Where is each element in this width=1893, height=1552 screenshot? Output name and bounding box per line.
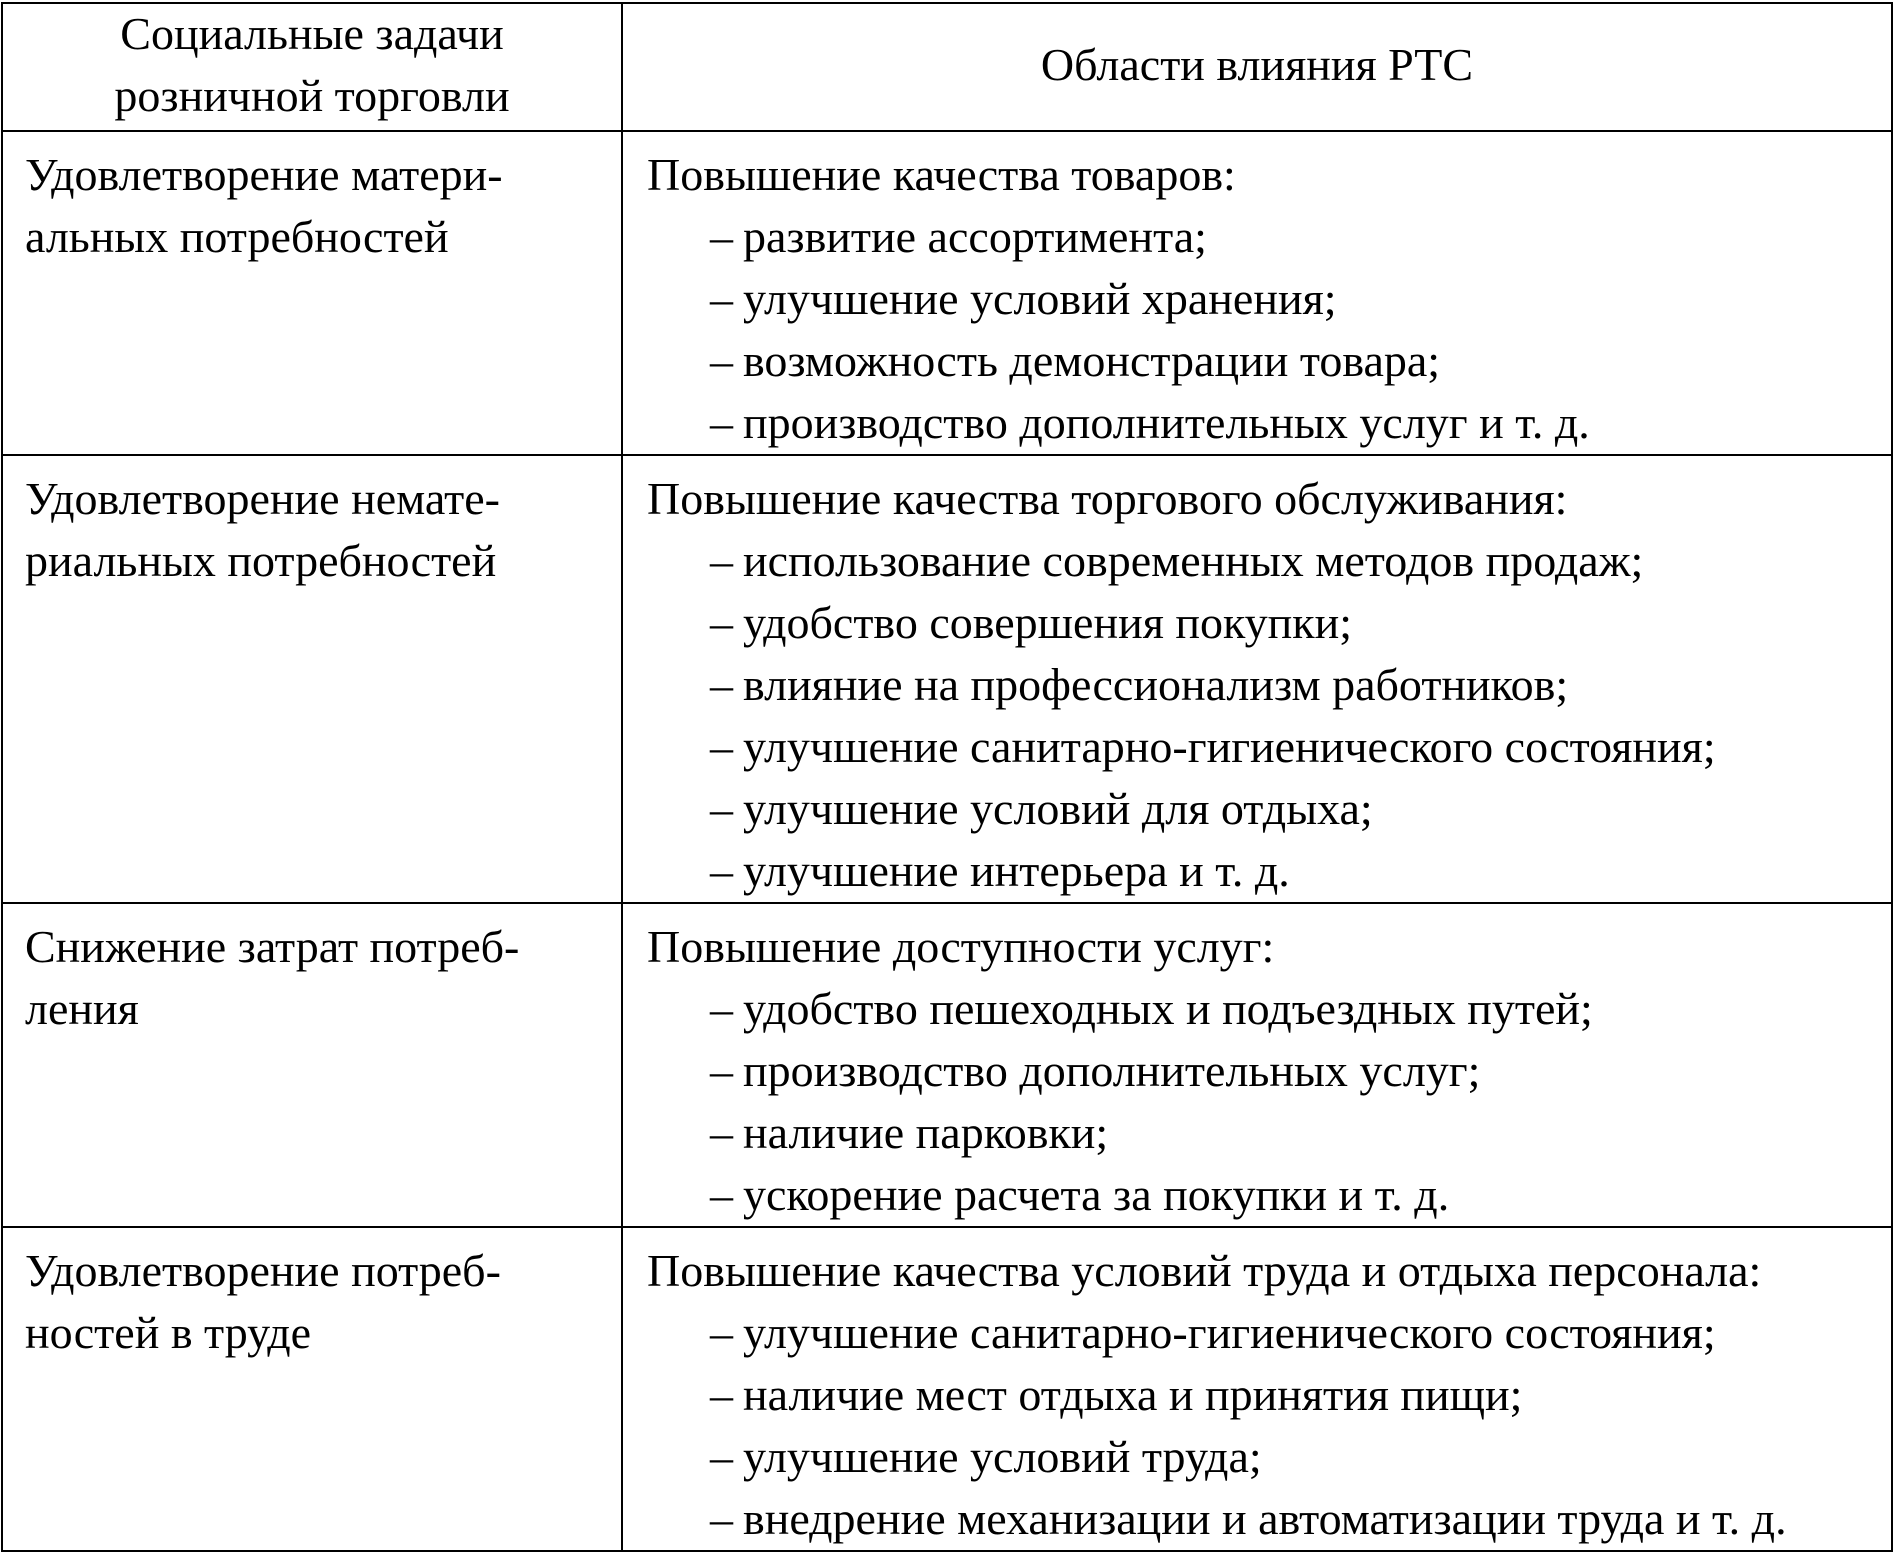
task-text-line1: Снижение затрат потреб-: [25, 921, 520, 972]
dash-marker: –: [710, 535, 733, 586]
list-item: – наличие парковки;: [710, 1102, 1891, 1164]
task-text-line2: альных потребностей: [25, 211, 449, 262]
dash-marker: –: [710, 983, 733, 1034]
list-item: – влияние на профессионализм работников;: [710, 654, 1891, 716]
dash-marker: –: [710, 1493, 733, 1544]
task-text-line1: Удовлетворение потреб-: [25, 1245, 501, 1296]
list-item: – улучшение условий для отдыха;: [710, 778, 1891, 840]
area-title: Повышение качества товаров:: [647, 149, 1236, 200]
list-item: – удобство пешеходных и подъездных путей;: [710, 978, 1891, 1040]
area-cell: [622, 903, 1892, 1227]
area-title: Повышение качества условий труда и отдыха персонала:: [647, 1245, 1762, 1296]
list-item: – использование современных методов продаж;: [710, 530, 1891, 592]
dash-marker: –: [710, 1307, 733, 1358]
area-cell: [622, 1227, 1892, 1551]
social-tasks-table: [1, 2, 1893, 1552]
dash-marker: –: [710, 845, 733, 896]
table-header-row: [2, 3, 1892, 131]
task-cell: [2, 455, 622, 903]
dash-marker: –: [710, 1045, 733, 1096]
area-list: [623, 978, 1891, 1226]
task-cell: [2, 1227, 622, 1551]
list-item: – улучшение условий хранения;: [710, 268, 1891, 330]
area-cell: [622, 131, 1892, 455]
list-item: – улучшение санитарно-гигиенического состояния;: [710, 1302, 1891, 1364]
list-item: – удобство совершения покупки;: [710, 592, 1891, 654]
header-influence-areas: Области влияния РТС: [1040, 39, 1474, 90]
dash-marker: –: [710, 1169, 733, 1220]
table-row: [2, 131, 1892, 455]
task-cell: [2, 903, 622, 1227]
header-cell-influence-areas: [622, 3, 1892, 131]
area-title: Повышение доступности услуг:: [647, 921, 1275, 972]
header-cell-social-tasks: [2, 3, 622, 131]
task-cell: [2, 131, 622, 455]
list-item: – улучшение условий труда;: [710, 1426, 1891, 1488]
dash-marker: –: [710, 597, 733, 648]
list-item: – улучшение санитарно-гигиенического состояния;: [710, 716, 1891, 778]
task-text-line1: Удовлетворение немате-: [25, 473, 500, 524]
dash-marker: –: [710, 1431, 733, 1482]
list-item: – наличие мест отдыха и принятия пищи;: [710, 1364, 1891, 1426]
header-social-tasks-line1: Социальные задачи: [120, 8, 504, 59]
dash-marker: –: [710, 659, 733, 710]
dash-marker: –: [710, 397, 733, 448]
area-list: [623, 206, 1891, 454]
dash-marker: –: [710, 335, 733, 386]
dash-marker: –: [710, 1107, 733, 1158]
list-item: – производство дополнительных услуг;: [710, 1040, 1891, 1102]
area-title: Повышение качества торгового обслуживания:: [647, 473, 1568, 524]
area-list: [623, 530, 1891, 902]
task-text-line2: ностей в труде: [25, 1307, 312, 1358]
table-row: [2, 903, 1892, 1227]
area-list: [623, 1302, 1891, 1550]
list-item: – производство дополнительных услуг и т. д.: [710, 392, 1891, 454]
dash-marker: –: [710, 211, 733, 262]
dash-marker: –: [710, 721, 733, 772]
task-text-line1: Удовлетворение матери-: [25, 149, 503, 200]
dash-marker: –: [710, 273, 733, 324]
dash-marker: –: [710, 1369, 733, 1420]
list-item: – внедрение механизации и автоматизации труда и т. д.: [710, 1488, 1891, 1550]
table-row: [2, 1227, 1892, 1551]
list-item: – возможность демонстрации товара;: [710, 330, 1891, 392]
list-item: – развитие ассортимента;: [710, 206, 1891, 268]
table-row: [2, 455, 1892, 903]
area-cell: [622, 455, 1892, 903]
task-text-line2: ления: [25, 983, 139, 1034]
dash-marker: –: [710, 783, 733, 834]
header-social-tasks-line2: розничной торговли: [114, 70, 510, 121]
list-item: – улучшение интерьера и т. д.: [710, 840, 1891, 902]
list-item: – ускорение расчета за покупки и т. д.: [710, 1164, 1891, 1226]
task-text-line2: риальных потребностей: [25, 535, 497, 586]
